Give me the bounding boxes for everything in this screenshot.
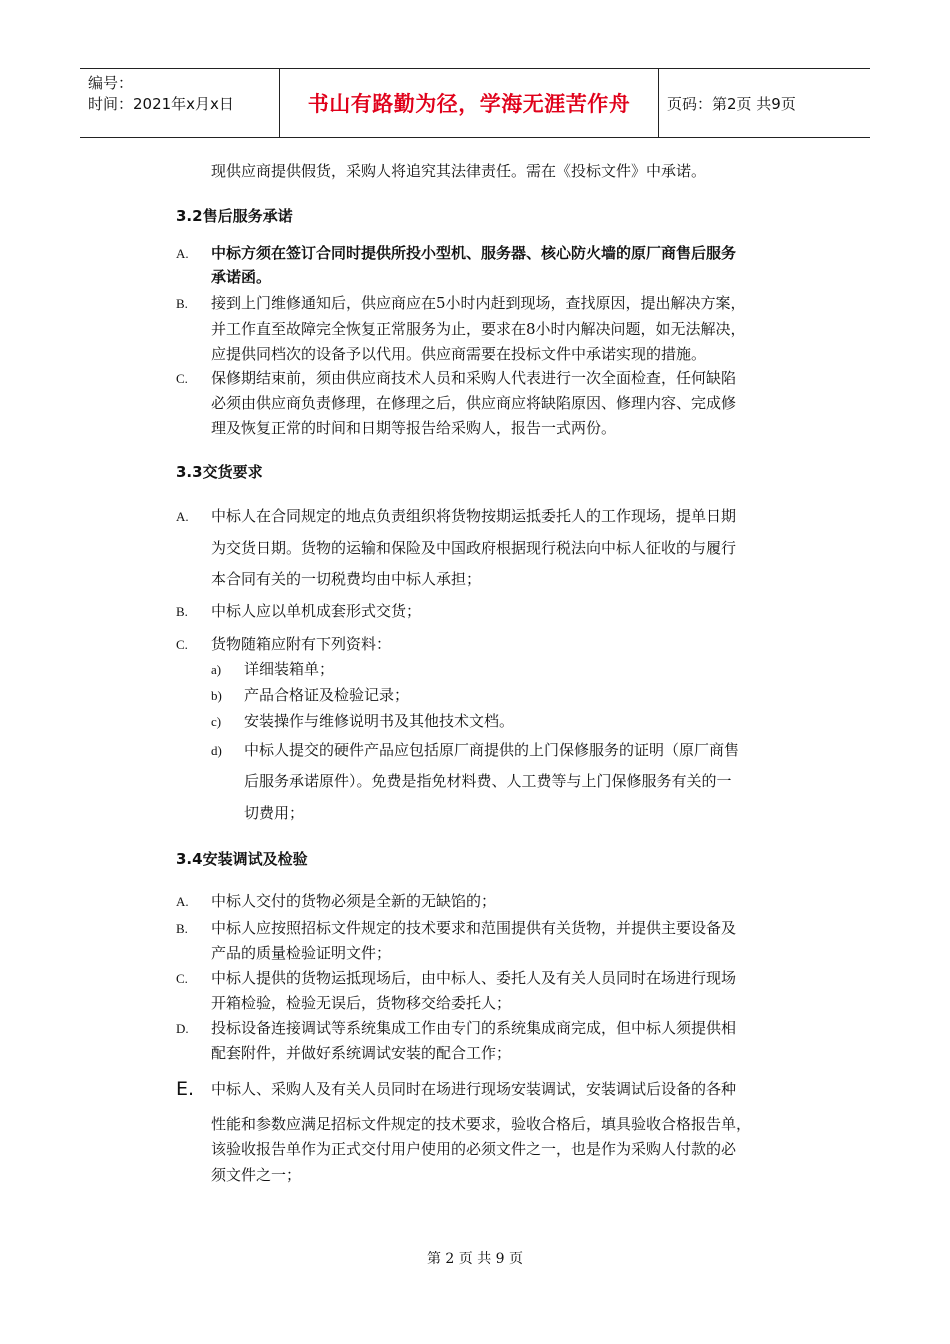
- s33-b-line: 中标人应以单机成套形式交货；: [211, 602, 422, 620]
- s34-a-line: 中标人交付的货物必须是全新的无缺馅的；: [211, 892, 497, 910]
- s34-b-line-2: 产品的质量检验证明文件；: [211, 944, 392, 962]
- list-marker: B.: [176, 296, 188, 311]
- s32-a-line-2: 承诺函。: [211, 268, 272, 286]
- s34-c-line-2: 开箱检验，检验无误后，货物移交给委托人；: [211, 994, 512, 1012]
- section-3-4-heading: 3.4安装调试及检验: [176, 850, 308, 868]
- list-marker: A.: [176, 894, 189, 909]
- list-marker: D.: [176, 1021, 189, 1036]
- header-motto: 书山有路勤为径，学海无涯苦作舟: [280, 69, 659, 137]
- s32-c-line-3: 理及恢复正常的时间和日期等报告给采购人，报告一式两份。: [211, 419, 617, 437]
- list-marker: C.: [176, 371, 188, 386]
- s34-e-line-2: 性能和参数应满足招标文件规定的技术要求，验收合格后，填具验收合格报告单，: [211, 1115, 752, 1133]
- s32-c-line-2: 必须由供应商负责修理，在修理之后，供应商应将缺陷原因、修理内容、完成修: [211, 394, 737, 412]
- intro-text: 现供应商提供假货，采购人将追究其法律责任。需在《投标文件》中承诺。: [211, 162, 707, 180]
- s34-e-line-1: 中标人、采购人及有关人员同时在场进行现场安装调试，安装调试后设备的各种: [211, 1080, 737, 1098]
- list-marker: E.: [176, 1078, 195, 1100]
- header-meta: [80, 69, 280, 137]
- s33-a-line-3: 本合同有关的一切税费均由中标人承担；: [211, 570, 482, 588]
- s32-b-line-3: 应提供同档次的设备予以代用。供应商需要在投标文件中承诺实现的措施。: [211, 345, 707, 363]
- s33-sub-c: 安装操作与维修说明书及其他技术文档。: [244, 712, 515, 730]
- s34-d-line-2: 配套附件，并做好系统调试安装的配合工作；: [211, 1044, 512, 1062]
- list-marker: C.: [176, 637, 188, 652]
- page-footer: 第 2 页 共 9 页: [426, 1251, 524, 1267]
- list-marker: C.: [176, 971, 188, 986]
- s34-d-line-1: 投标设备连接调试等系统集成工作由专门的系统集成商完成，但中标人须提供相: [211, 1019, 737, 1037]
- list-marker: B.: [176, 604, 188, 619]
- s32-c-line-1: 保修期结束前，须由供应商技术人员和采购人代表进行一次全面检查，任何缺陷: [211, 369, 737, 387]
- s34-e-line-3: 该验收报告单作为正式交付用户使用的必须文件之一，也是作为采购人付款的必: [211, 1140, 737, 1158]
- document-time-label: 时间：2021年x月x日: [88, 95, 234, 113]
- s34-b-line-1: 中标人应按照招标文件规定的技术要求和范围提供有关货物，并提供主要设备及: [211, 919, 737, 937]
- section-3-2-heading: 3.2售后服务承诺: [176, 207, 293, 225]
- sublist-marker: d): [211, 743, 222, 758]
- s33-sub-d-line-2: 后服务承诺原件）。免费是指免材料费、人工费等与上门保修服务有关的一: [244, 772, 732, 790]
- s33-a-line-1: 中标人在合同规定的地点负责组织将货物按期运抵委托人的工作现场，提单日期: [211, 507, 737, 525]
- list-marker: B.: [176, 921, 188, 936]
- s33-sub-d-line-1: 中标人提交的硬件产品应包括原厂商提供的上门保修服务的证明（原厂商售: [244, 741, 740, 759]
- sublist-marker: b): [211, 688, 222, 703]
- s32-b-line-1: 接到上门维修通知后，供应商应在5小时内赶到现场，查找原因，提出解决方案，: [211, 294, 746, 312]
- list-marker: A.: [176, 246, 189, 261]
- s33-a-line-2: 为交货日期。货物的运输和保险及中国政府根据现行税法向中标人征收的与履行: [211, 539, 737, 557]
- s32-b-line-2: 并工作直至故障完全恢复正常服务为止，要求在8小时内解决问题，如无法解决，: [211, 320, 746, 338]
- sublist-marker: a): [211, 662, 222, 677]
- s33-sub-a: 详细装箱单；: [244, 660, 335, 678]
- page-header: [80, 68, 870, 138]
- s32-a-line-1: 中标方须在签订合同时提供所投小型机、服务器、核心防火墙的原厂商售后服务: [211, 244, 737, 262]
- s33-c-line: 货物随箱应附有下列资料：: [211, 635, 392, 653]
- s33-sub-b: 产品合格证及检验记录；: [244, 686, 410, 704]
- s34-c-line-1: 中标人提供的货物运抵现场后，由中标人、委托人及有关人员同时在场进行现场: [211, 969, 737, 987]
- section-3-3-heading: 3.3交货要求: [176, 463, 263, 481]
- s33-sub-d-line-3: 切费用；: [244, 804, 305, 822]
- document-number-label: 编号：: [88, 74, 134, 92]
- list-marker: A.: [176, 509, 189, 524]
- s34-e-line-4: 须文件之一；: [211, 1166, 302, 1184]
- sublist-marker: c): [211, 714, 222, 729]
- header-page-info: 页码：第2页 共9页: [667, 94, 796, 113]
